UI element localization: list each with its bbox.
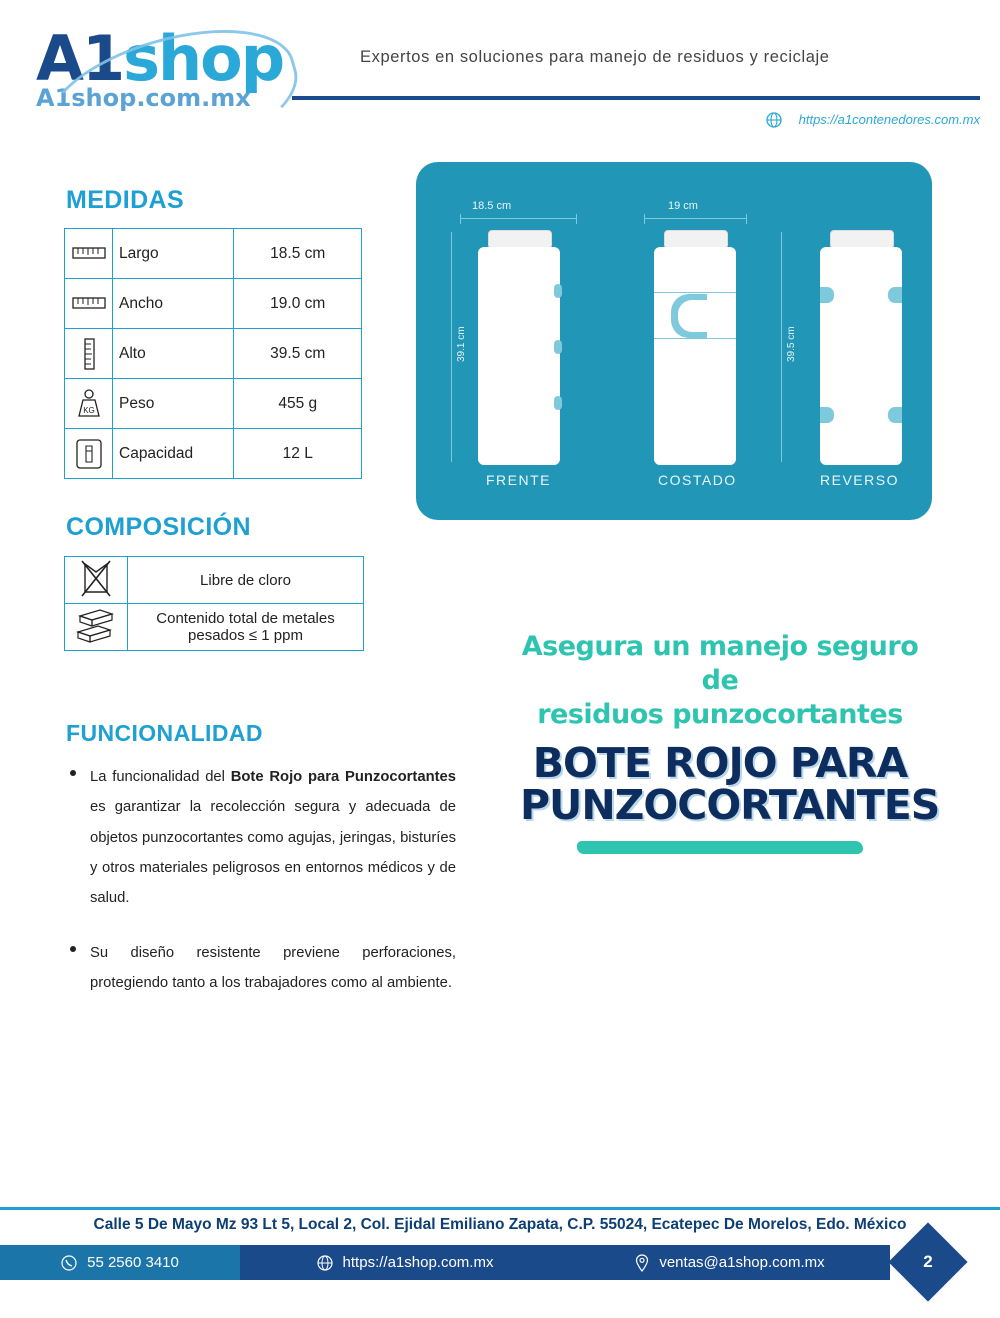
page-number-text: 2 [923,1252,933,1271]
bullet-text [90,938,456,999]
composicion-title: COMPOSICIÓN [66,513,251,541]
composicion-label: Libre de cloro [128,557,364,604]
no-chlorine-icon [65,557,128,604]
ruler-horizontal-icon [65,279,113,329]
footer-phone[interactable] [0,1245,240,1280]
svg-text:KG: KG [82,405,95,415]
capacity-bin-icon [65,429,113,479]
list-item [66,938,456,999]
composicion-table [64,556,364,651]
bin-handle-inner [678,300,712,332]
view-label-costado: COSTADO [658,472,737,488]
medidas-label: Ancho [113,279,234,329]
medidas-value: 12 L [234,429,362,479]
guide-line [644,218,747,219]
medidas-value: 455 g [234,379,362,429]
bin-notch [820,407,834,423]
ruler-vertical-icon [65,329,113,379]
logo-a1-text: A1 [36,22,124,95]
footer-contact-bar [0,1245,890,1280]
table-row [65,379,362,429]
logo-domain-text: A1shop.com.mx [36,84,251,112]
medidas-value: 19.0 cm [234,279,362,329]
dim-back-height: 39.5 cm [786,326,797,362]
globe-icon [766,112,782,128]
promo-title [520,739,940,830]
table-row [65,329,362,379]
list-item [66,762,456,914]
promo-subtitle-line1: Asegura un manejo seguro de [521,631,919,696]
guide-line [746,214,747,224]
guide-line [644,214,645,224]
bin-body-front [478,247,560,465]
bullet-text [90,762,456,914]
guide-line [781,232,782,462]
product-views-panel [416,162,932,520]
medidas-label: Alto [113,329,234,379]
promo-subtitle-line2: residuos punzocortantes [537,698,903,730]
promo-title-line2: PUNZOCORTANTES [520,781,940,830]
medidas-label: Peso [113,379,234,429]
footer-website-text: https://a1shop.com.mx [342,1254,494,1271]
bin-body-side [654,247,736,465]
medidas-title: MEDIDAS [66,186,185,214]
funcionalidad-title: FUNCIONALIDAD [66,720,263,746]
guide-line [576,214,577,224]
bullet-pre: La funcionalidad del [90,769,231,785]
guide-line [451,232,452,462]
page-header [0,0,1000,140]
footer-address: Calle 5 De Mayo Mz 93 Lt 5, Local 2, Col. Ejidal Emiliano Zapata, C.P. 55024, Ecatepec De Morelos, Edo. México [93,1216,907,1233]
footer-phone-text: 55 2560 3410 [87,1254,179,1271]
bin-notch [820,287,834,303]
bullet-pre: Su diseño resistente previene perforaciones, protegiendo tanto a los trabajadores como al ambiente. [90,944,456,991]
bin-body-back [820,247,902,465]
table-row [65,429,362,479]
dim-front-height: 39.1 cm [456,326,467,362]
header-website-link[interactable]: https://a1contenedores.com.mx [798,112,980,127]
promo-block [520,630,940,854]
table-row [65,557,364,604]
dim-side-width: 19 cm [668,200,698,212]
header-divider [292,96,980,100]
footer-email-text: ventas@a1shop.com.mx [659,1254,825,1271]
guide-line [460,214,461,224]
promo-subtitle [520,630,920,731]
logo-shop-text: shop [123,22,284,95]
bullet-bold: Bote Rojo para Punzocortantes [230,769,456,785]
composicion-label: Contenido total de metales pesados ≤ 1 ppm [128,604,364,651]
bin-seam [654,338,736,339]
dim-front-width: 18.5 cm [472,200,512,212]
guide-line [460,218,577,219]
bin-notch [888,407,902,423]
metal-beams-icon [65,604,128,651]
bin-seam [654,292,736,293]
view-label-reverso: REVERSO [820,472,899,488]
phone-icon [61,1255,77,1271]
bin-notch [554,340,562,354]
footer-email[interactable] [570,1245,890,1280]
funcionalidad-list [66,762,456,1022]
bin-notch [888,287,902,303]
medidas-label: Largo [113,229,234,279]
promo-title-line1: BOTE ROJO PARA [532,739,908,788]
page-number-badge [888,1222,967,1301]
medidas-table [64,228,362,479]
header-tagline: Expertos en soluciones para manejo de residuos y reciclaje [360,48,830,66]
logo-wordmark [36,22,286,95]
bullet-post: es garantizar la recolección segura y adecuada de objetos punzocortantes como agujas, jeringas, bisturíes y otros materiales peligrosos en entornos médicos y de salud. [90,799,456,907]
table-row [65,604,364,651]
medidas-value: 18.5 cm [234,229,362,279]
location-pin-icon [635,1254,649,1272]
table-row [65,279,362,329]
footer-website[interactable] [240,1245,570,1280]
view-label-frente: FRENTE [486,472,551,488]
promo-brush-underline [577,841,863,854]
medidas-value: 39.5 cm [234,329,362,379]
ruler-horizontal-icon [65,229,113,279]
bin-notch [554,284,562,298]
medidas-label: Capacidad [113,429,234,479]
company-logo[interactable] [36,22,286,138]
weight-kg-icon [65,379,113,429]
bin-notch [554,396,562,410]
footer-divider [0,1207,1000,1210]
globe-icon [317,1255,333,1271]
table-row [65,229,362,279]
